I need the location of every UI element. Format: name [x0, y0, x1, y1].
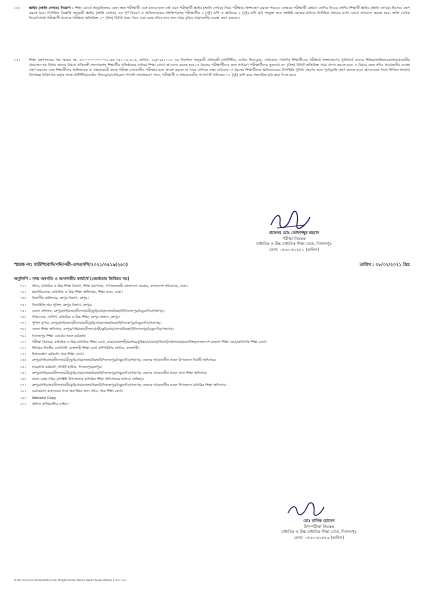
cc-item-text: Website Copy.: [32, 395, 57, 400]
cc-item-number: ০৭।: [20, 321, 26, 326]
cc-item-number: ১৮।: [20, 389, 26, 394]
signatory-office: মাধ্যমিক ও উচ্চ মাধ্যমিক শিক্ষা বোর্ড, দিনাজপুর: [281, 529, 357, 535]
signatory-name: মোঃ মানিক হোসেন: [303, 518, 335, 523]
cc-item-text: ডিআইজি অব পুলিশ, রংপুর বিভাগ, রংপুর।: [32, 302, 93, 307]
cc-item-text: দিনাজপুর শিক্ষা বোর্ডের সকল কর্মকর্তা।: [32, 333, 87, 338]
cc-list-item: [20, 401, 410, 407]
memo-row: [14, 262, 410, 269]
cc-item-text: জেলা শিক্ষা অফিসার, রংপুর/গাইবান্ধা/নীলফামারী/কুড়িগ্রাম/লালমনিরহাট/দিনাজপুর/ঠাকুরগাঁও/পঞ্চগড়।: [32, 327, 174, 332]
memo-number: স্মারক নং: মাউশিবোদি/পনি/পরী-এসএসসি/২০২১/৩৫১৯(২৫০): [14, 263, 128, 268]
cc-item-text: হিসাবরক্ষণ কর্মকর্তা, অত্র শিক্ষা বোর্ড।: [32, 352, 84, 357]
cc-list: [20, 283, 410, 407]
signatory-phone: ফোন: ০৫৩১-৬১৮৮৩ (অফিস): [293, 534, 345, 540]
cc-item-number: ০২।: [20, 290, 26, 295]
signatory-office: মাধ্যমিক ও উচ্চ মাধ্যমিক শিক্ষা বোর্ড, দিনাজপুর: [256, 241, 332, 247]
paragraph-text: শিক্ষা বোর্ডে অনুমতিক্রমে কোন অন্ধ পরীক্ষার্থী এবং যাদের হাত নেই এমন পরীক্ষার্থী স্ক্রাইব (শ্রুতি লেখক) নিয়ে পরীক্ষায় অংশগ্রহণ করতে পারবে। এক্ষেত্রে পরীক্ষার্থী বর্তমান শ্রেণির নিচের শ্রেণির শিক্ষার্থী স্ক্রাইব (শ্রুতি লেখক) হিসেবে গ্রহণ করতে হবে। নির্ধারিত বিজ্ঞপ্তি অনুযায়ী স্ক্রাইব (শ্রুতি লেখক) এর পূর্ণ বিবরণ ও অভিভাবকের সম্মতিপত্রসহ পরীক্ষার্থীর ২ (দুই) কপি ও স্ক্রাইবের ২ (দুই) কপি ছবি সংযুক্ত করে সংশ্লিষ্ট কেন্দ্রের মাধ্যমে নির্ধারিত সময়ের মধ্যে বোর্ডে আবেদন করতে হবে। শ্রুতি লেখক নিয়োগপ্রাপ্ত পরীক্ষার্থী প্রত্যেক পরীক্ষায় অতিরিক্ত ২০ (বিশ) মিনিট সময় পাবে এবং কেন্দ্র সচিব তার জন্য সময় বৃদ্ধির প্রয়োজনীয় ব্যবস্থা গ্রহণ করবেন।: [29, 6, 410, 21]
cc-item-number: ১৫।: [20, 370, 26, 375]
signature-2-mark: [286, 502, 326, 518]
cc-item-text: রংপুর/গাইবান্ধা/নীলফামারী/কুড়িগ্রাম/লালমনিরহাট/দিনাজপুর/ঠাকুরগাঁও/পঞ্চগড় জেলার আওতাধীন সকল উপজেলা নির্বাহী অফিসার।: [32, 358, 216, 363]
cc-item-number: ০৮।: [20, 327, 26, 332]
signatory-name: প্রফেসর মোঃ তোফাজ্জুর রহমান: [268, 230, 319, 235]
cc-item-text: রংপুর/গাইবান্ধা/নীলফামারী/কুড়িগ্রাম/লালমনিরহাট/দিনাজপুর/ঠাকুরগাঁও/পঞ্চগড় জেলার আওতাধীন সকল থানা শিক্ষা অফিসার।: [32, 370, 208, 375]
paragraph-number: ১৫।: [14, 58, 20, 62]
signature-block-1: [204, 230, 384, 252]
signatory-phone: ফোন: ০৫৩১-৬১৮৮১ (অফিস): [268, 246, 320, 252]
cc-item-text: রংপুর/গাইবান্ধা/নীলফামারী/কুড়িগ্রাম/লালমনিরহাট/দিনাজপুর/ঠাকুরগাঁও/পঞ্চগড় জেলার আওতাধীন সকল উপজেলা মাধ্যমিক শিক্ষা অফিসার।: [32, 383, 227, 388]
footer-file-path: D:\DC All Documents\2021\Imran Mirgahmi\Imp Notice Saeed Seda-21\Rule 1.doc প৯/৪: [14, 579, 127, 582]
cc-item-number: ১৭।: [20, 383, 26, 388]
cc-item-number: ১৬।: [20, 377, 26, 382]
cc-item-number: ০৩।: [20, 296, 26, 301]
cc-item-number: ০৫।: [20, 308, 26, 313]
cc-item-text: পরীক্ষা নিয়ন্ত্রক, মাধ্যমিক ও উচ্চ মাধ্যমিক শিক্ষা বোর্ড, ঢাকা/রাজশাহী/যশোর/কুমিল্লা/চট্টগ্রাম/সিলেট/বরিশাল/ময়মনসিংহ/বাংলাদেশ মাদ্রাসা শিক্ষা বোর্ড/কারিগরি শিক্ষা বোর্ড।: [32, 339, 267, 344]
cc-item-text: পুলিশ সুপার, রংপুর/গাইবান্ধা/নীলফামারী/কুড়িগ্রাম/লালমনিরহাট/দিনাজপুর/ঠাকুরগাঁও/পঞ্চগড়।: [32, 321, 162, 326]
cc-item-text: সচিব, মাধ্যমিক ও উচ্চ শিক্ষা বিভাগ, শিক্ষা মন্ত্রণালয়, গণপ্রজাতন্ত্রী বাংলাদেশ সরকার, বাংলাদেশ সচিবালয়, ঢাকা।: [32, 284, 188, 288]
signature-1-mark: [268, 210, 312, 232]
cc-item-number: ১৪।: [20, 364, 26, 369]
cc-item-text: পরিচালক, সেসিপ, মাধ্যমিক ও উচ্চ শিক্ষা, রংপুর অঞ্চল, রংপুর।: [32, 315, 120, 320]
signatory-title: পরীক্ষা নিয়ন্ত্রক: [282, 235, 306, 241]
cc-item-number: ১৩।: [20, 358, 26, 363]
cc-item-text: চেয়ারম্যান মহোদয়ের সদয় অবগতির জন্য সচিব, অত্র শিক্ষা বোর্ড।: [32, 389, 123, 394]
cc-item-number: ০৯।: [20, 333, 26, 338]
cc-item-text: সকল কেন্দ্র সচিব (সংশ্লিষ্ট উপজেলার মাধ্যমিক শিক্ষা অফিসারের মাধ্যমে প্রেরিত)।: [32, 377, 144, 382]
cc-item-number: ১৯।: [20, 395, 26, 400]
cc-item-text: অফিস কপি/মাস্টার ফাইল।: [32, 401, 69, 406]
cc-heading: অনুলিপি : সদয় অবগতি ও আবশ্যকীয় কার্যার্থে (জ্যেষ্ঠতার ভিত্তিতে নয়): [14, 276, 130, 281]
cc-item-number: ১০।: [20, 339, 26, 344]
cc-item-text: জেলা প্রশাসক, রংপুর/গাইবান্ধা/নীলফামারী/কুড়িগ্রাম/লালমনিরহাট/দিনাজপুর/ঠাকুরগাঁও/পঞ্চগড়।: [32, 308, 165, 313]
signature-block-2: [224, 518, 414, 540]
cc-item-number: ০৬।: [20, 315, 26, 320]
cc-item-text: সিনিয়র সিস্টেম এনালিস্ট, রাজশাহী শিক্ষা বোর্ড কম্পিউটার সেন্টার, রাজশাহী।: [32, 346, 140, 351]
signatory-title: উপ-পরীক্ষা নিয়ন্ত্রক: [303, 523, 335, 529]
cc-item-number: ০১।: [20, 284, 26, 288]
cc-item-text: ভারপ্রাপ্ত কর্মকর্তা, সার্কিট হাউজ, দিনাজপুর/রংপুর।: [32, 364, 103, 369]
paragraph-14: [14, 6, 410, 21]
cc-item-text: বিভাগীয় কমিশনার, রংপুর বিভাগ, রংপুর।: [32, 296, 89, 301]
paragraph-15: [14, 58, 410, 78]
cc-item-text: মহাপরিচালক, মাধ্যমিক ও উচ্চ শিক্ষা অধিদপ্তর, শিক্ষা ভবন, ঢাকা।: [32, 290, 123, 295]
cc-item-number: ০৪।: [20, 302, 26, 307]
cc-item-number: ১২।: [20, 352, 26, 357]
paragraph-number: ১৪।: [14, 6, 20, 10]
cc-item-number: ১১।: [20, 346, 26, 351]
cc-item-number: ২০।: [20, 401, 26, 406]
paragraph-heading: স্ক্রাইব (শ্রুতি লেখক) নিয়োগ :: [29, 6, 74, 10]
memo-date: তারিখ : ০৮/০২/২০২১ খ্রিঃ: [359, 263, 410, 268]
paragraph-text: শিক্ষা মন্ত্রণালয়ের পত্র স্মারক নং- ৩৭.০০.০০০০.০৭২.৩৩.০৩১.১৪.৪১৩, তারিখ- ২৯/০৯/২০১৫ এর নির্দেশনা অনুযায়ী প্রতিবন্ধী (অটিস্টিক, ডাউন সিনড্রোম, সেরিব্রাল পালসি) শিক্ষার্থীদের পরীক্ষায় অংশগ্রহণের সুবিধার্থে তাদের শিক্ষক/অভিভাবক/সাহায্যকারীর প্রয়োজন হয় বিধায় তাদের বিষয়ে প্রতিবন্ধী সনদপত্রসহ শিক্ষার্থীর প্রতিষ্ঠানের মাধ্যমে শিক্ষা বোর্ডে আবেদন করতে হবে। এ ধরনের পরীক্ষার্থীদের জন্য সাধারণ পরীক্ষার্থীদের তুলনায় ৩০ (ত্রিশ) মিনিট অতিরিক্ত সময় প্রদান করতে হবে। এ বিষয়ে কেন্দ্র সচিব প্রয়োজনীয় ব্যবস্থা গ্রহণ করবেন এবং শিক্ষার্থীদের অভিভাবক বা সাহায্যকারী যাতে পরীক্ষা চলাকালীন পরীক্ষার হলে প্রবেশ করতে না পারে সেদিকে লক্ষ্য রাখবেন। এ ধরনের শিক্ষার্থীদের অভিভাবকের উপস্থিতি সুবিধা গ্রহণের জন্য পূর্বানুমতি গ্রহণ করতে হবে। আবেদনের সাথে সিভিল সার্জন/বিশেষজ্ঞ চিকিৎসক কর্তৃক প্রদত্ত অটিস্টিক/ডাউন সিনড্রোম/সেরিব্রাল পালসি সনাক্তকরণ সনদ, পরীক্ষার্থী ও সাহায্যকারীর পাসপোর্ট সাইজের ০২ (দুই) কপি করে সত্যায়িত ছবি জমা দিতে হবে।: [29, 58, 411, 78]
